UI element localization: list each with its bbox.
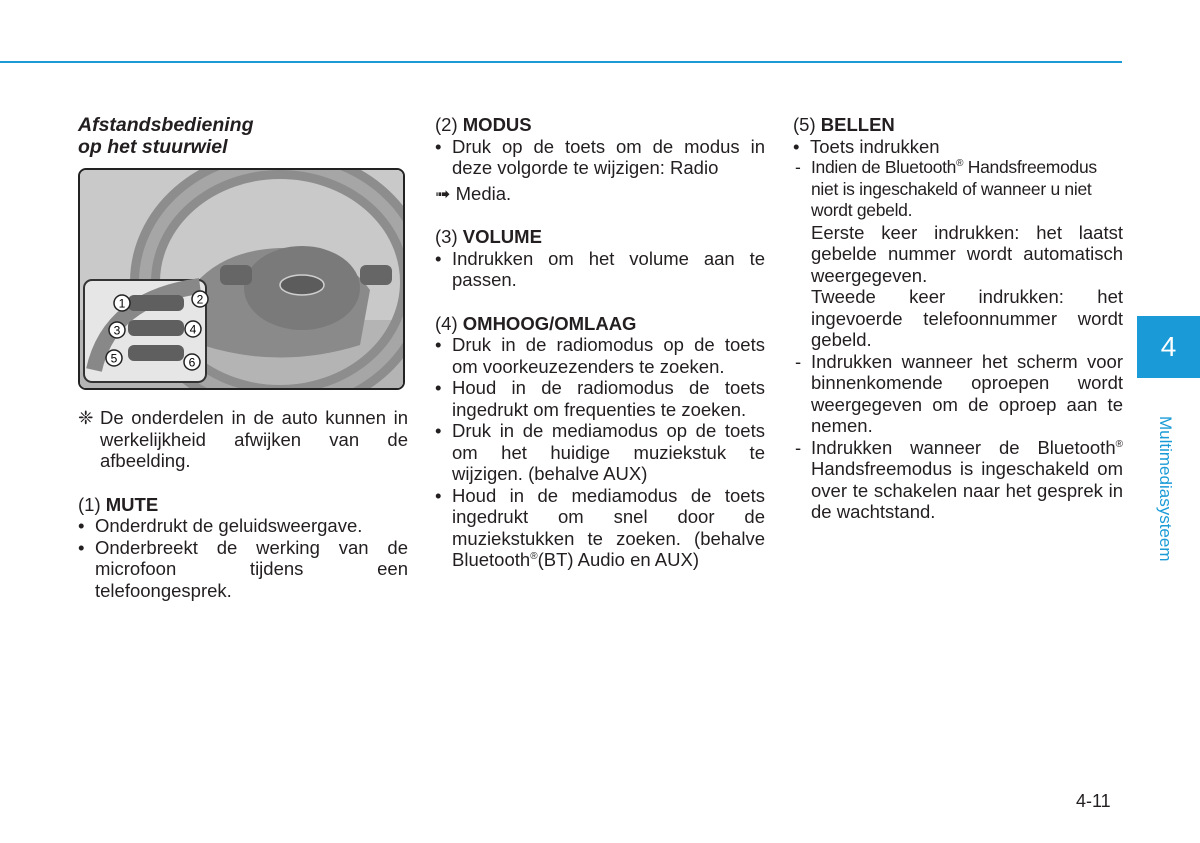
image-note: ❈ De onderdelen in de auto kunnen in werkelijkheid afwijken van de afbeelding.	[78, 407, 408, 471]
bellen-heading: (5) BELLEN	[793, 114, 895, 135]
omhoog-bullet-3: • Druk in de mediamodus op de toets om het huidige muziekstuk te wijzigen. (behalve AUX)	[435, 420, 765, 485]
omhoog-heading: (4) OMHOOG/OMLAAG	[435, 312, 637, 334]
column-2	[435, 114, 765, 571]
modus-heading: (2) MODUS	[435, 114, 532, 135]
callout-5: 5	[110, 351, 118, 366]
omhoog-bullet-4: • Houd in de mediamodus de toets ingedrukt om snel door de muziekstukken te zoeken. (behalve Bluetooth®(BT) Audio en AUX)	[435, 485, 765, 571]
column-1	[78, 114, 408, 601]
volume-heading: (3) VOLUME	[435, 226, 542, 247]
omhoog-bullet-2: • Houd in de radiomodus de toets ingedrukt om frequenties te zoeken.	[435, 377, 765, 420]
mute-bullet-1: • Onderdrukt de geluidsweergave.	[78, 515, 408, 537]
bellen-dash-1: - Indien de Bluetooth® Handsfreemodus niet is ingeschakeld of wanneer u niet wordt gebeld.	[793, 157, 1123, 222]
mute-heading: (1) MUTE	[78, 493, 159, 515]
bellen-para-2: Tweede keer indrukken: het ingevoerde telefoonnummer wordt gebeld.	[811, 286, 1123, 350]
chapter-tab: 4	[1137, 316, 1200, 378]
callout-1: 1	[118, 296, 126, 311]
note-mark-icon: ❈	[78, 407, 94, 428]
modus-arrow-line: ➟ Media.	[435, 182, 512, 204]
callout-4: 4	[189, 322, 197, 337]
bellen-para-1: Eerste keer indrukken: het laatst gebelde nummer wordt automatisch weergegeven.	[811, 221, 1123, 286]
page-number: 4-11	[1076, 791, 1111, 811]
bellen-dash-2: - Indrukken wanneer het scherm voor binnenkomende oproepen wordt weergegeven om de oproep aan te nemen.	[793, 351, 1123, 437]
top-rule	[0, 61, 1122, 63]
callout-6: 6	[188, 355, 196, 370]
chapter-label: Multimediasysteem	[1156, 416, 1175, 562]
modus-bullet-1: • Druk op de toets om de modus in deze volgorde te wijzigen: Radio	[435, 136, 765, 179]
callout-2: 2	[196, 292, 204, 307]
omhoog-bullet-1: • Druk in de radiomodus op de toets om voorkeuzezenders te zoeken.	[435, 334, 765, 377]
mute-bullet-2: • Onderbreekt de werking van de microfoon tijdens een telefoongesprek.	[78, 537, 408, 602]
bellen-bullet-1: • Toets indrukken	[793, 136, 1123, 158]
section-title: Afstandsbediening op het stuurwiel	[78, 114, 254, 158]
steering-wheel-image	[78, 168, 405, 390]
callout-3: 3	[113, 323, 121, 338]
column-3	[793, 114, 1123, 523]
volume-bullet-1: • Indrukken om het volume aan te passen.	[435, 248, 765, 291]
bellen-dash-3: - Indrukken wanneer de Bluetooth® Handsfreemodus is ingeschakeld om over te schakelen naar het gesprek in de wachtstand.	[793, 437, 1123, 523]
